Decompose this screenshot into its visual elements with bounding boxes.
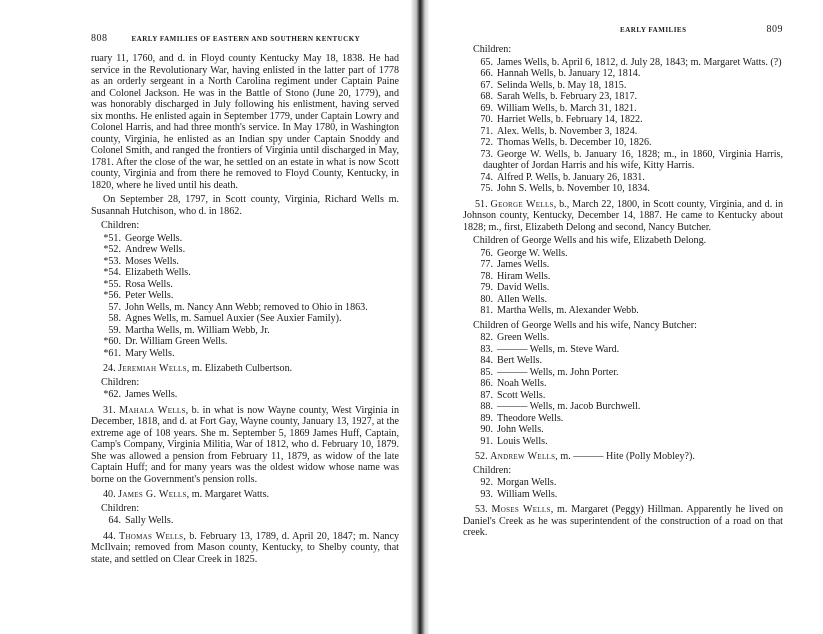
list-item: 81. Martha Wells, m. Alexander Webb. [480,305,639,316]
list-item: *52. Andrew Wells. [103,244,186,255]
list-item: *60. Dr. William Green Wells. [103,336,228,347]
list-item: 68. Sarah Wells, b. February 23, 1817. [480,91,638,102]
list-item: 65. James Wells, b. April 6, 1812, d. July 28, 1843; m. Margaret Watts. (?) [480,56,782,68]
left-running-head [91,33,399,45]
list-item: 75. John S. Wells, b. November 10, 1834. [480,183,650,194]
list-item: 89. Theodore Wells. [480,412,564,424]
list-item: 79. David Wells. [480,282,550,293]
list-item: 59. Martha Wells, m. William Webb, Jr. [108,324,270,336]
children-list-jeremiah [91,389,399,401]
list-item: *61. Mary Wells. [103,347,175,359]
left-body-text [91,53,399,565]
entry-24: 24. Jeremiah Wells, m. Elizabeth Culbertson. [103,363,293,374]
list-item: *51. George Wells. [103,232,183,244]
right-running-head [463,24,783,36]
left-running-title: EARLY FAMILIES OF EASTERN AND SOUTHERN KENTUCKY [131,35,361,43]
list-item: 69. William Wells, b. March 31, 1821. [480,102,637,114]
list-item: 58. Agnes Wells, m. Samuel Auxier (See Auxier Family). [108,313,342,324]
entry-40: 40. James G. Wells, m. Margaret Watts. [103,489,270,500]
list-item: 57. John Wells, m. Nancy Ann Webb; removed to Ohio in 1863. [108,301,368,313]
list-item: 71. Alex. Wells, b. November 3, 1824. [480,125,638,137]
marriage-paragraph: On September 28, 1797, in Scott county, Virginia, Richard Wells m. Susannah Hutchison, who d. in 1862. [91,194,399,217]
list-item: 90. John Wells. [480,424,544,435]
children-label: Children of George Wells and his wife, Nancy Butcher: [473,319,697,331]
children-label: Children: [473,44,512,55]
list-item: 77. James Wells. [480,259,550,270]
list-item: 72. Thomas Wells, b. December 10, 1826. [480,137,652,148]
list-item: 88. ——— Wells, m. Jacob Burchwell. [480,401,641,412]
left-page-number: 808 [91,33,108,44]
list-item: *53. Moses Wells. [103,255,179,267]
list-item: 85. ——— Wells, m. John Porter. [480,366,619,378]
children-list-delong [463,248,783,317]
list-item: *56. Peter Wells. [103,290,174,301]
right-body-text [463,44,783,539]
right-page-number: 809 [766,24,783,35]
entry-53: 53. Moses Wells, m. Margaret (Peggy) Hillman. Apparently he lived on Daniel's Creek as he was superintendent of the construction of a road on that creek. [463,504,784,538]
list-item: 93. William Wells. [480,488,558,500]
children-label: Children: [101,502,140,514]
list-item: 84. Bert Wells. [480,355,542,366]
children-label: Children: [473,464,512,476]
list-item: *62. James Wells. [103,389,178,400]
list-item: 80. Allen Wells. [480,293,548,305]
entry-44: 44. Thomas Wells, b. February 13, 1789, d. April 20, 1847; m. Nancy McIlvain; removed from Mason county, Kentucky, to Shelby county, that state, and settled on Clear Creek in 1825. [91,530,399,565]
list-item: *55. Rosa Wells. [103,278,173,290]
list-item: 87. Scott Wells. [480,389,546,401]
list-item: 82. Green Wells. [480,332,550,343]
entry-31: 31. Mahala Wells, b. in what is now Wayne county, West Virginia in December, 1818, and d. at Fort Gay, Wayne county, January 13, 1927, at the extreme age of 108 years. She m. September 5, 1869 James Huff, Captain, Camp's Company, Virginia Militia, War of 1812, who d. February 10, 1879. She was allowed a pension from February 11, 1879, as widow of the late Captain Huff; and for many years was the oldest widow whose name was borne on the Government's pension rolls. [91,404,399,485]
right-page [427,0,823,634]
list-item: 73. George W. Wells, b. January 16, 1828; m., in 1860, Virginia Harris, daughter of Jordan Harris and his wife, Kitty Harris. [480,148,783,171]
entry-52: 52. Andrew Wells, m. ——— Hite (Polly Mobley?). [475,451,695,462]
list-item: 76. George W. Wells. [480,247,568,259]
list-item: 74. Alfred P. Wells, b. January 26, 1831. [480,171,645,183]
list-item: *54. Elizabeth Wells. [103,267,191,278]
list-item: 64. Sally Wells. [108,515,174,526]
list-item: 86. Noah Wells. [480,378,547,389]
list-item: 70. Harriet Wells, b. February 14, 1822. [480,114,643,125]
children-label: Children: [101,220,140,231]
children-list-thomas [463,57,783,195]
children-list-james [91,515,399,527]
right-running-title: EARLY FAMILIES [620,26,687,34]
children-label: Children: [101,376,140,388]
entry-51: 51. George Wells, b., March 22, 1800, in Scott county, Virginia, and d. in Johnson county, Kentucky, December 14, 1887. He came to Kentucky about 1828; m., first, Elizabeth Delong and second, Nancy Butcher. [463,198,784,233]
list-item: 92. Morgan Wells. [480,477,557,488]
list-item: 83. ——— Wells, m. Steve Ward. [480,343,620,355]
children-list-richard [91,233,399,360]
opening-paragraph: ruary 11, 1760, and d. in Floyd county Kentucky May 18, 1838. He had service in the Revolutionary War, having enlisted in the latter part of 1778 as an orderly sergeant in a North Carolina regiment under Captain Paine and Colonel Jackson. He was in the Battle of Stono (June 20, 1779), and was honorably discharged in July following his enlistment, having served six months. He enlisted again in September 1779, under Captain Lowry and Colonel Harris, and had three month's service. In May 1780, in Washington county, Virginia, he enlisted as an Indian spy under Captain Snoddy and Colonel Smith, and ranged the frontiers of Virginia until discharged in May, 1781. After the close of the war, he settled on an estate in what is now Scott county, Virginia and from there he removed to Floyd County, Kentucky, in 1820, where he lived until his death. [91,53,399,191]
children-list-butcher [463,332,783,447]
children-list-andrew [463,477,783,500]
list-item: 91. Louis Wells. [480,435,548,447]
children-label: Children of George Wells and his wife, Elizabeth Delong. [473,235,707,246]
list-item: 66. Hannah Wells, b. January 12, 1814. [480,68,641,79]
list-item: 67. Selinda Wells, b. May 18, 1815. [480,79,627,91]
list-item: 78. Hiram Wells. [480,270,551,282]
